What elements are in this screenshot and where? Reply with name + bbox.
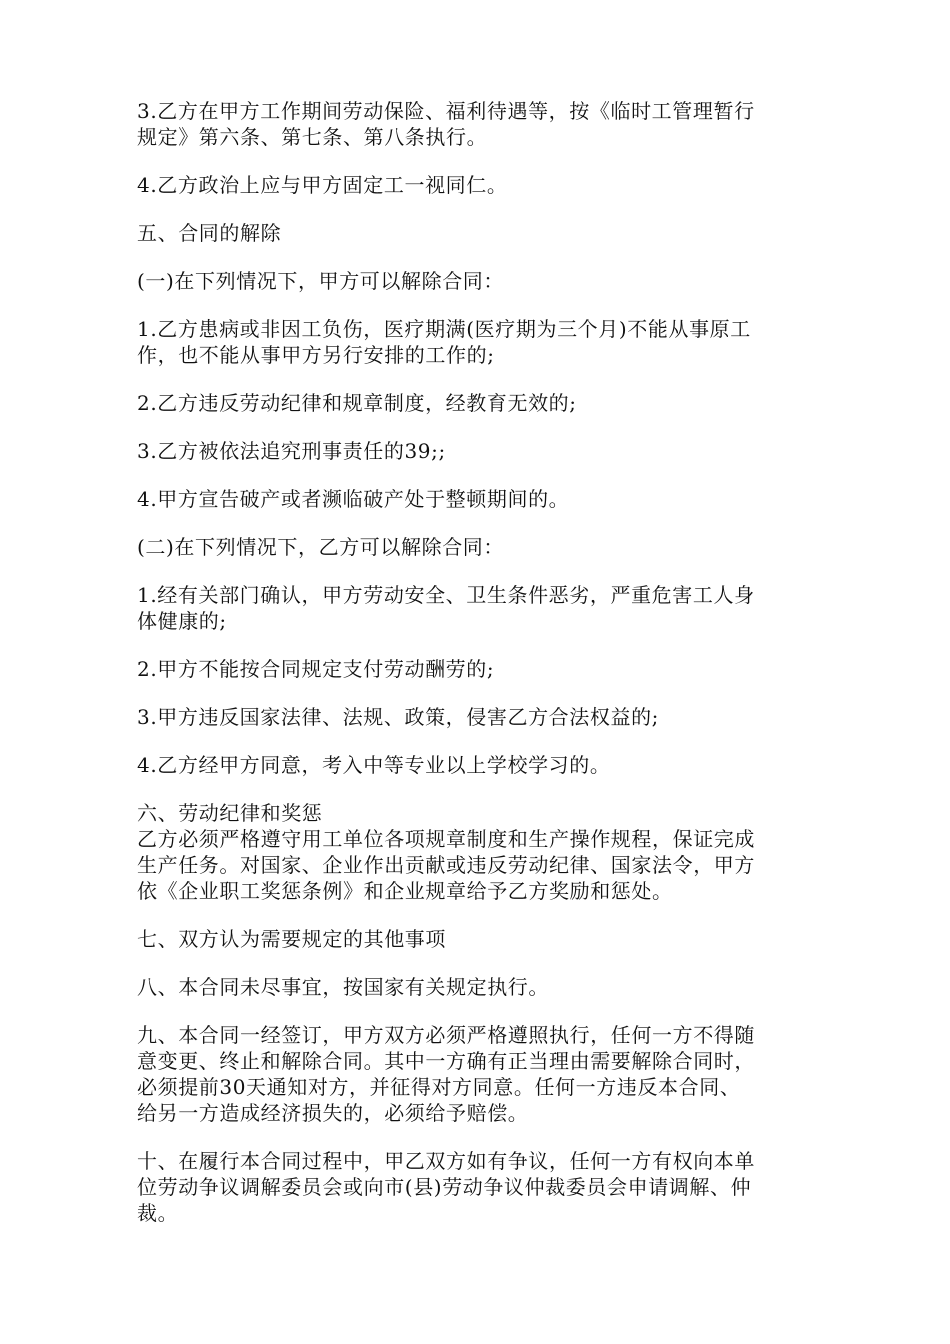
text-line: 体健康的; (137, 609, 227, 633)
text-line: (一)在下列情况下，甲方可以解除合同： (137, 269, 505, 293)
text-line: 2.乙方违反劳动纪律和规章制度，经教育无效的; (137, 391, 577, 415)
text-line: 六、劳动纪律和奖惩 (137, 801, 323, 825)
text-line: 七、双方认为需要规定的其他事项 (137, 927, 446, 951)
paragraph-p6 (137, 390, 827, 416)
text-line: (二)在下列情况下，乙方可以解除合同： (137, 535, 505, 559)
text-line: 必须提前30天通知对方，并征得对方同意。任何一方违反本合同、 (137, 1075, 741, 1099)
text-line: 3.乙方在甲方工作期间劳动保险、福利待遇等，按《临时工管理暂行 (137, 99, 755, 123)
text-line: 五、合同的解除 (137, 221, 282, 245)
paragraph-p2 (137, 172, 827, 198)
paragraph-p7 (137, 438, 827, 464)
text-line: 九、本合同一经签订，甲方双方必须严格遵照执行，任何一方不得随 (137, 1023, 755, 1047)
text-line: 十、在履行本合同过程中，甲乙双方如有争议，任何一方有权向本单 (137, 1149, 755, 1173)
text-line: 裁。 (137, 1201, 179, 1225)
paragraph-p1 (137, 98, 827, 150)
text-line: 4.甲方宣告破产或者濒临破产处于整顿期间的。 (137, 487, 570, 511)
text-line: 依《企业职工奖惩条例》和企业规章给予乙方奖励和惩处。 (137, 879, 673, 903)
text-line: 位劳动争议调解委员会或向市(县)劳动争议仲裁委员会申请调解、仲 (137, 1175, 752, 1199)
paragraph-p10 (137, 582, 827, 634)
text-line: 3.甲方违反国家法律、法规、政策，侵害乙方合法权益的; (137, 705, 660, 729)
text-line: 作，也不能从事甲方另行安排的工作的; (137, 343, 495, 367)
paragraph-p5 (137, 316, 827, 368)
text-line: 规定》第六条、第七条、第八条执行。 (137, 125, 488, 149)
paragraph-p15 (137, 826, 827, 904)
paragraph-p14 (137, 800, 827, 826)
paragraph-p12 (137, 704, 827, 730)
paragraph-p17 (137, 974, 827, 1000)
text-line: 2.甲方不能按合同规定支付劳动酬劳的; (137, 657, 495, 681)
text-line: 意变更、终止和解除合同。其中一方确有正当理由需要解除合同时， (137, 1049, 755, 1073)
paragraph-p4 (137, 268, 827, 294)
text-line: 1.经有关部门确认，甲方劳动安全、卫生条件恶劣，严重危害工人身 (137, 583, 755, 607)
text-line: 3.乙方被依法追究刑事责任的39;; (137, 439, 446, 463)
text-line: 给另一方造成经济损失的，必须给予赔偿。 (137, 1101, 529, 1125)
paragraph-p19 (137, 1148, 827, 1226)
paragraph-p18 (137, 1022, 827, 1126)
paragraph-p3 (137, 220, 827, 246)
paragraph-p11 (137, 656, 827, 682)
text-line: 4.乙方经甲方同意，考入中等专业以上学校学习的。 (137, 753, 611, 777)
paragraph-p9 (137, 534, 827, 560)
text-line: 乙方必须严格遵守用工单位各项规章制度和生产操作规程，保证完成 (137, 827, 755, 851)
paragraph-p16 (137, 926, 827, 952)
text-line: 生产任务。对国家、企业作出贡献或违反劳动纪律、国家法令，甲方 (137, 853, 755, 877)
text-line: 八、本合同未尽事宜，按国家有关规定执行。 (137, 975, 549, 999)
paragraph-p8 (137, 486, 827, 512)
paragraph-p13 (137, 752, 827, 778)
document-body (137, 98, 827, 1248)
text-line: 4.乙方政治上应与甲方固定工一视同仁。 (137, 173, 508, 197)
text-line: 1.乙方患病或非因工负伤，医疗期满(医疗期为三个月)不能从事原工 (137, 317, 751, 341)
